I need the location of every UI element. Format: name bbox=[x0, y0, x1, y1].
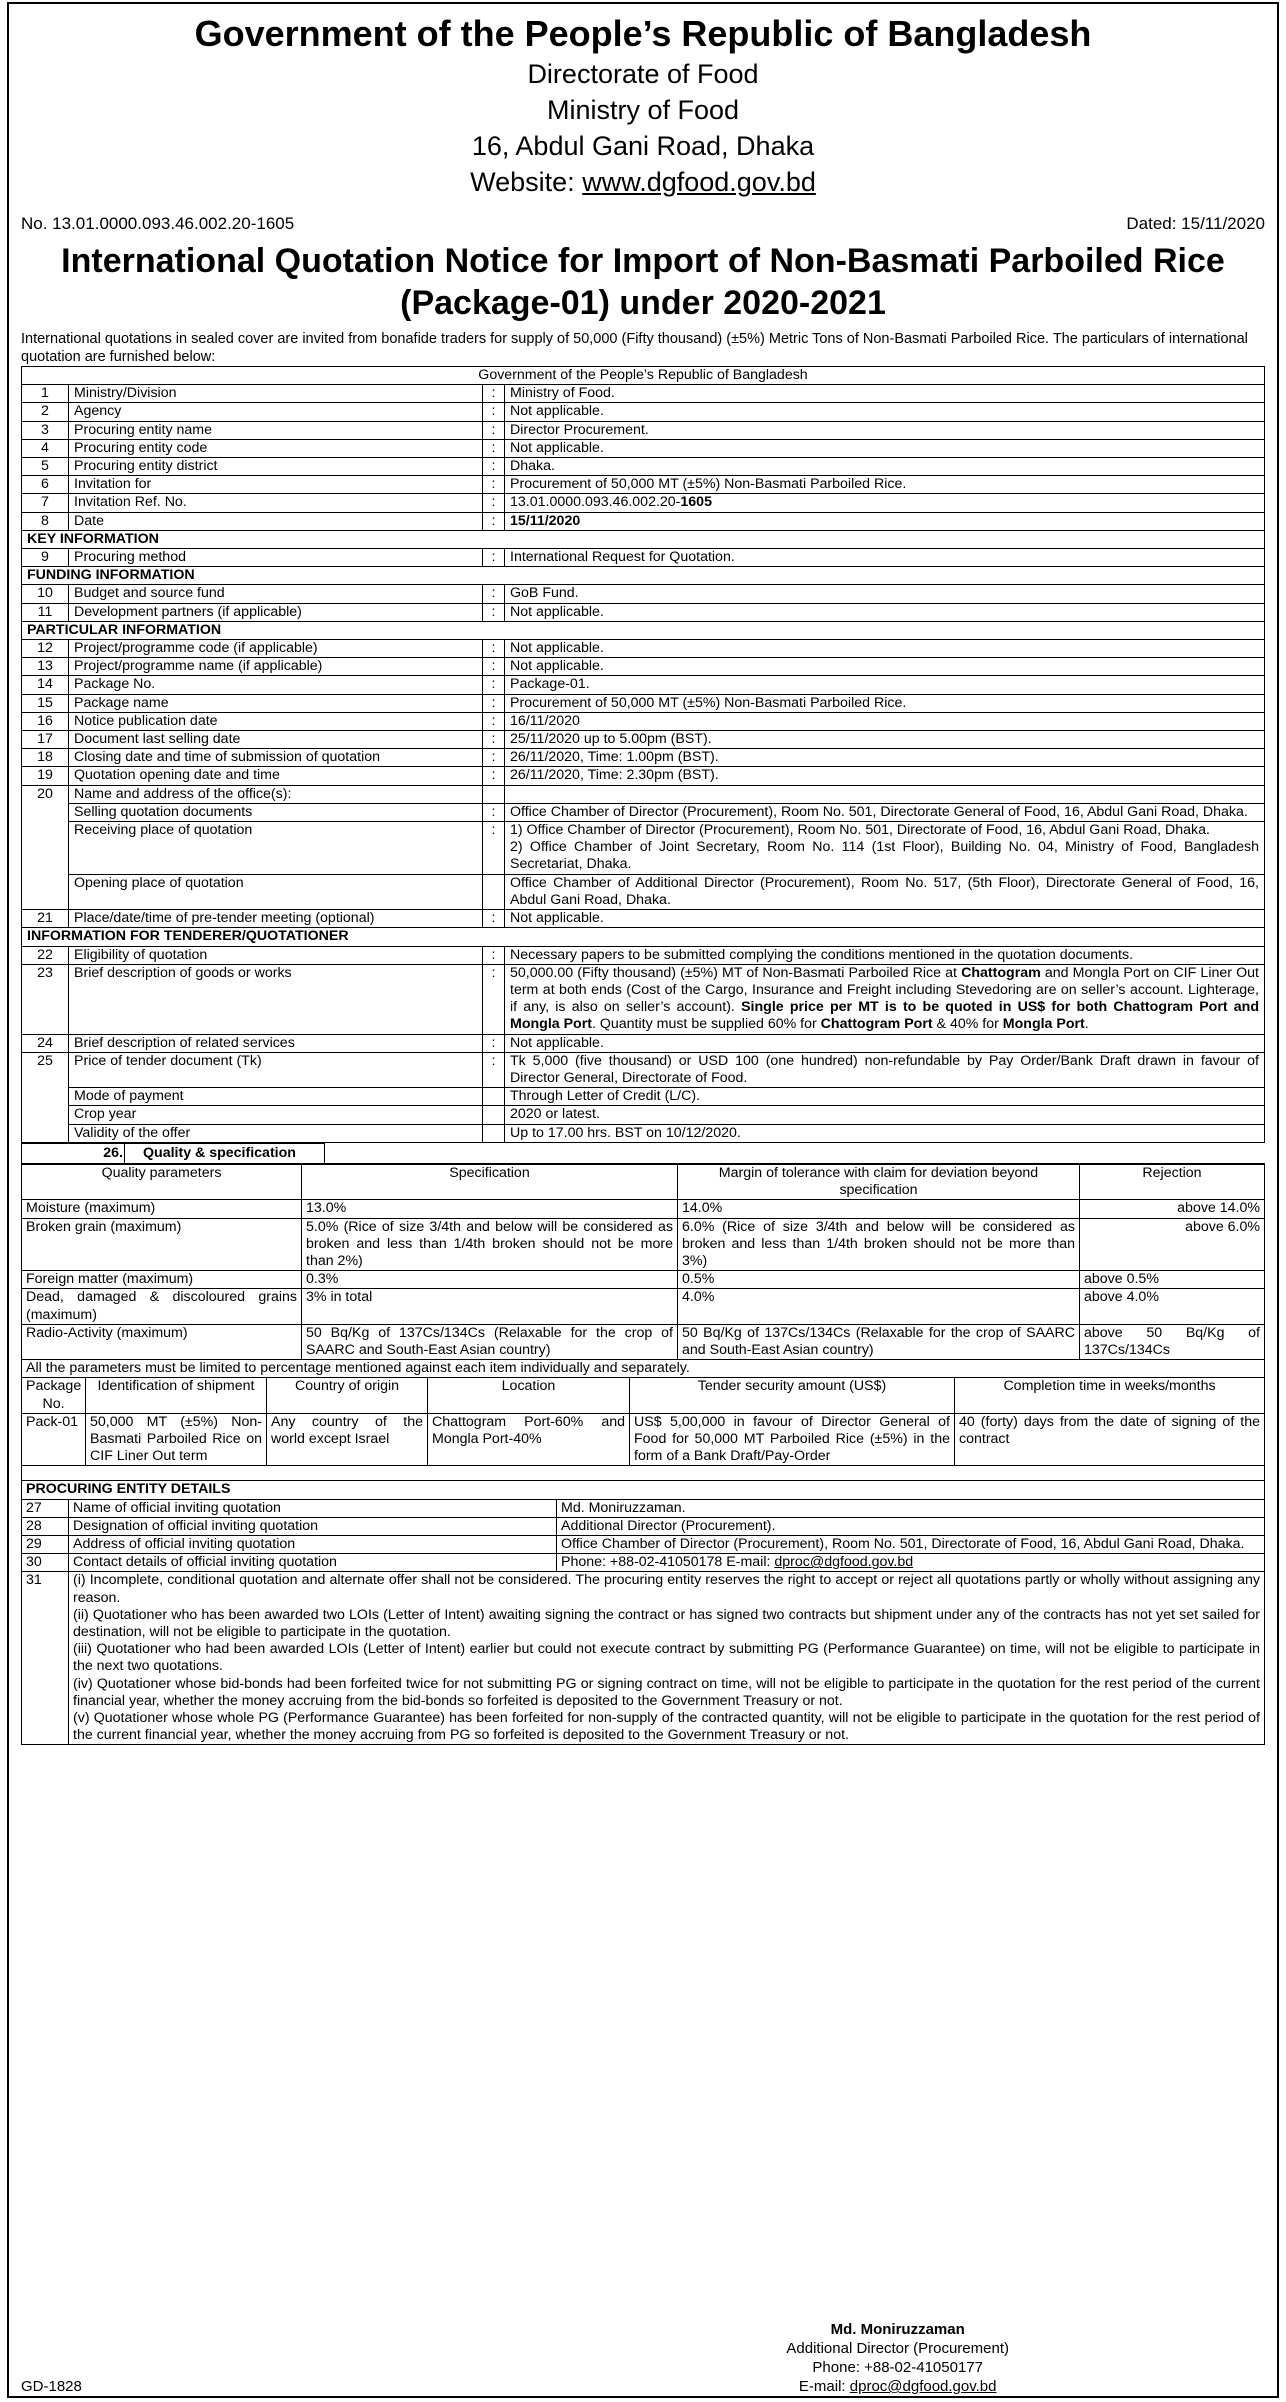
row-label: Closing date and time of submission of quotation bbox=[69, 749, 483, 767]
row-value: Not applicable. bbox=[505, 910, 1265, 928]
condition-item: (ii) Quotationer who has been awarded two LOIs (Letter of Intent) awaiting signing the contract or has signed two contracts but shipment under any of the contracts has not yet set sailed for destination, will not be eligible to participate in the quotation. bbox=[73, 1606, 1260, 1641]
ministry-name: Ministry of Food bbox=[546, 95, 740, 125]
row-value bbox=[505, 822, 1265, 875]
gd-code: GD-1828 bbox=[21, 2378, 82, 2395]
row-number: 7 bbox=[22, 494, 69, 512]
row-number: 6 bbox=[22, 476, 69, 494]
row-value: 2020 or latest. bbox=[505, 1106, 1265, 1124]
row-label: Notice publication date bbox=[69, 712, 483, 730]
table-row bbox=[22, 403, 1265, 421]
row-separator: : bbox=[483, 910, 505, 928]
table-row bbox=[22, 676, 1265, 694]
tender-security: US$ 5,00,000 in favour of Director General of Food for 50,000 MT Parboiled Rice (±5%) in the form of a Bank Draft/Pay-Order bbox=[630, 1413, 955, 1466]
row-value: Office Chamber of Director (Procurement), Room No. 501, Directorate General of Food, 16, Abdul Gani Road, Dhaka. bbox=[505, 803, 1265, 821]
signatory-designation: Additional Director (Procurement) bbox=[786, 2340, 1009, 2357]
signature-block bbox=[786, 2320, 1009, 2396]
section-heading-row bbox=[22, 928, 1265, 946]
section-key-information: KEY INFORMATION bbox=[22, 530, 1265, 548]
row-value: Additional Director (Procurement). bbox=[557, 1517, 1265, 1535]
goods-bold: Chattogram Port bbox=[820, 1016, 933, 1033]
row-number: 10 bbox=[22, 585, 69, 603]
table-row bbox=[22, 476, 1265, 494]
table-row bbox=[22, 964, 1265, 1034]
quality-specification: 3% in total bbox=[302, 1289, 678, 1324]
table-row bbox=[22, 946, 1265, 964]
table-row bbox=[22, 1536, 1265, 1554]
row-number: 9 bbox=[22, 549, 69, 567]
package-table bbox=[21, 1377, 1265, 1480]
row-separator: : bbox=[483, 385, 505, 403]
row-number: 27 bbox=[22, 1499, 69, 1517]
row-number: 13 bbox=[22, 658, 69, 676]
table-row bbox=[22, 658, 1265, 676]
title-line-2: (Package-01) under 2020-2021 bbox=[400, 284, 886, 322]
table-row bbox=[22, 512, 1265, 530]
row-value: 26/11/2020, Time: 2.30pm (BST). bbox=[505, 767, 1265, 785]
table-row bbox=[22, 439, 1265, 457]
row-label: Eligibility of quotation bbox=[69, 946, 483, 964]
row-label: Contact details of official inviting quotation bbox=[69, 1554, 557, 1572]
row-separator: : bbox=[483, 585, 505, 603]
quality-parameter: Foreign matter (maximum) bbox=[22, 1271, 302, 1289]
row-label: Package name bbox=[69, 694, 483, 712]
row-separator: : bbox=[483, 476, 505, 494]
letterhead bbox=[21, 12, 1265, 200]
goods-text: . Quantity must be supplied 60% for bbox=[591, 1016, 821, 1033]
row-separator: : bbox=[483, 767, 505, 785]
section-heading-row bbox=[22, 530, 1265, 548]
package-column-header: Country of origin bbox=[267, 1378, 428, 1413]
reference-row bbox=[21, 214, 1265, 234]
quality-rejection: above 4.0% bbox=[1080, 1289, 1265, 1324]
row-value: 25/11/2020 up to 5.00pm (BST). bbox=[505, 731, 1265, 749]
row-number: 5 bbox=[22, 458, 69, 476]
row-separator: : bbox=[483, 749, 505, 767]
row-label: Receiving place of quotation bbox=[69, 822, 483, 875]
quality-heading: Quality & specification bbox=[125, 1143, 325, 1163]
row-label: Name and address of the office(s): bbox=[69, 785, 483, 803]
table-row bbox=[22, 694, 1265, 712]
row-number: 17 bbox=[22, 731, 69, 749]
table-row bbox=[22, 421, 1265, 439]
quality-column-header: Quality parameters bbox=[22, 1164, 302, 1199]
section-particular-information: PARTICULAR INFORMATION bbox=[22, 621, 1265, 639]
table-row bbox=[22, 1052, 1265, 1087]
table-row bbox=[22, 1517, 1265, 1535]
table-row bbox=[22, 640, 1265, 658]
table-row bbox=[22, 603, 1265, 621]
row-label: Agency bbox=[69, 403, 483, 421]
row-value: Not applicable. bbox=[505, 658, 1265, 676]
row-label: Procuring entity name bbox=[69, 421, 483, 439]
contact-email[interactable]: dproc@dgfood.gov.bd bbox=[774, 1554, 914, 1571]
row-value: Md. Moniruzzaman. bbox=[557, 1499, 1265, 1517]
table-row bbox=[22, 549, 1265, 567]
row-value: 16/11/2020 bbox=[505, 712, 1265, 730]
row-label: Package No. bbox=[69, 676, 483, 694]
row-number: 8 bbox=[22, 512, 69, 530]
title-line-1: International Quotation Notice for Import of Non-Basmati Parboiled Rice bbox=[61, 242, 1225, 280]
package-column-header: Package No. bbox=[22, 1378, 86, 1413]
row-label: Invitation Ref. No. bbox=[69, 494, 483, 512]
quality-parameter: Radio-Activity (maximum) bbox=[22, 1324, 302, 1359]
quality-row bbox=[22, 1289, 1265, 1324]
condition-item: (i) Incomplete, conditional quotation and alternate offer shall not be considered. The procuring entity reserves the right to accept or reject all quotations partly or wholly without assigning any reason. bbox=[73, 1572, 1260, 1606]
row-value: Up to 17.00 hrs. BST on 10/12/2020. bbox=[505, 1124, 1265, 1142]
row-value: Necessary papers to be submitted complying the conditions mentioned in the quotation documents. bbox=[505, 946, 1265, 964]
row-label: Project/programme name (if applicable) bbox=[69, 658, 483, 676]
table-row bbox=[22, 494, 1265, 512]
country-of-origin: Any country of the world except Israel bbox=[267, 1413, 428, 1466]
condition-item: (iv) Quotationer whose bid-bonds had been forfeited twice for not submitting PG or signing contract on time, will not be eligible to participate in the quotation for the rest period of the current financial year, whether the money accruing from the bid-bonds so forfeited is deposited to the Government Treasury or not. bbox=[73, 1675, 1260, 1709]
row-value: International Request for Quotation. bbox=[505, 549, 1265, 567]
notice-date: 15/11/2020 bbox=[510, 512, 581, 529]
row-separator: : bbox=[483, 1052, 505, 1087]
quality-row bbox=[22, 1218, 1265, 1271]
row-number: 15 bbox=[22, 694, 69, 712]
row-separator: : bbox=[483, 439, 505, 457]
table-row bbox=[22, 1499, 1265, 1517]
goods-text: and Mongla Port on CIF Liner Out term at both ends (Cost of the Cargo, Insurance and Freight including Stevedoring are on seller’s account. Lighterage, if any, is also on seller’s account). bbox=[510, 964, 1259, 1016]
package-column-header: Tender security amount (US$) bbox=[630, 1378, 955, 1413]
intro-paragraph: International quotations in sealed cover are invited from bonafide traders for supply of 50,000 (Fifty thousand) (±5%) Metric Tons of Non-Basmati Parboiled Rice. The particulars of international quotation are furnished below: bbox=[21, 331, 1248, 365]
row-separator: : bbox=[483, 676, 505, 694]
goods-bold: Mongla Port bbox=[1002, 1016, 1085, 1033]
email-label: E-mail: bbox=[798, 2378, 850, 2395]
section-tenderer-information: INFORMATION FOR TENDERER/QUOTATIONER bbox=[22, 928, 1265, 946]
package-no: Pack-01 bbox=[22, 1413, 86, 1466]
row-number: 19 bbox=[22, 767, 69, 785]
office-address: 16, Abdul Gani Road, Dhaka bbox=[471, 131, 815, 161]
quality-column-header: Specification bbox=[302, 1164, 678, 1199]
row-value bbox=[505, 785, 1265, 803]
row-label: Selling quotation documents bbox=[69, 803, 483, 821]
row-value: GoB Fund. bbox=[505, 585, 1265, 603]
quality-specification: 0.3% bbox=[302, 1271, 678, 1289]
table-row bbox=[22, 731, 1265, 749]
row-separator: : bbox=[483, 964, 505, 1034]
website-link[interactable]: www.dgfood.gov.bd bbox=[582, 167, 816, 197]
table-row bbox=[22, 385, 1265, 403]
row-separator: : bbox=[483, 712, 505, 730]
row-value: Not applicable. bbox=[505, 1034, 1265, 1052]
table-row bbox=[22, 749, 1265, 767]
completion-time: 40 (forty) days from the date of signing of the contract bbox=[955, 1413, 1265, 1466]
table-row bbox=[22, 458, 1265, 476]
row-label: Mode of payment bbox=[69, 1088, 483, 1106]
website-label: Website: bbox=[470, 167, 583, 197]
row-value: Office Chamber of Additional Director (Procurement), Room No. 517, (5th Floor), Directorate General of Food, 16, Abdul Gani Road, Dhaka. bbox=[505, 874, 1265, 909]
quality-rejection: above 6.0% bbox=[1080, 1218, 1265, 1271]
signatory-email[interactable]: dproc@dgfood.gov.bd bbox=[849, 2378, 997, 2395]
row-value: Dhaka. bbox=[505, 458, 1265, 476]
row-value: Procurement of 50,000 MT (±5%) Non-Basmati Parboiled Rice. bbox=[505, 476, 1265, 494]
row-separator: : bbox=[483, 822, 505, 875]
quality-margin: 50 Bq/Kg of 137Cs/134Cs (Relaxable for the crop of SAARC and South-East Asian country) bbox=[678, 1324, 1080, 1359]
row-label: Opening place of quotation bbox=[69, 874, 483, 909]
quality-parameter: Broken grain (maximum) bbox=[22, 1218, 302, 1271]
directorate-name: Directorate of Food bbox=[527, 59, 759, 89]
row-separator: : bbox=[483, 549, 505, 567]
row-label: Invitation for bbox=[69, 476, 483, 494]
ref-number-prefix: 13.01.0000.093.46.002.20- bbox=[510, 494, 681, 511]
quality-heading-table bbox=[21, 1143, 1265, 1164]
table-row bbox=[22, 1034, 1265, 1052]
row-number: 11 bbox=[22, 603, 69, 621]
row-value: Not applicable. bbox=[505, 640, 1265, 658]
spacer-row bbox=[22, 1466, 1265, 1481]
row-separator bbox=[483, 874, 505, 909]
table-row bbox=[22, 585, 1265, 603]
table-row bbox=[22, 822, 1265, 875]
table-row bbox=[22, 1106, 1265, 1124]
row-separator: : bbox=[483, 1034, 505, 1052]
row-label: Price of tender document (Tk) bbox=[69, 1052, 483, 1087]
row-number: 3 bbox=[22, 421, 69, 439]
row-label: Procuring entity district bbox=[69, 458, 483, 476]
row-label: Document last selling date bbox=[69, 731, 483, 749]
memo-number: No. 13.01.0000.093.46.002.20-1605 bbox=[21, 214, 295, 233]
row-number: 16 bbox=[22, 712, 69, 730]
row-label: Place/date/time of pre-tender meeting (optional) bbox=[69, 910, 483, 928]
row-number: 4 bbox=[22, 439, 69, 457]
package-row bbox=[22, 1413, 1265, 1466]
table-row bbox=[22, 785, 1265, 803]
row-separator: : bbox=[483, 403, 505, 421]
quality-specification: 50 Bq/Kg of 137Cs/134Cs (Relaxable for the crop of SAARC and South-East Asian country) bbox=[302, 1324, 678, 1359]
row-label: Quotation opening date and time bbox=[69, 767, 483, 785]
goods-text: & 40% for bbox=[932, 1016, 1003, 1033]
table-row bbox=[22, 910, 1265, 928]
row-separator: : bbox=[483, 694, 505, 712]
row-separator bbox=[483, 1088, 505, 1106]
memo-date: Dated: 15/11/2020 bbox=[1126, 214, 1265, 233]
row-label: Project/programme code (if applicable) bbox=[69, 640, 483, 658]
particulars-table bbox=[21, 366, 1265, 1143]
row-number: 25 bbox=[22, 1052, 69, 1142]
receiving-place-1: 1) Office Chamber of Director (Procurement), Room No. 501, Directorate of Food, 16, Abdul Gani Road, Dhaka. bbox=[510, 822, 1210, 839]
receiving-place-2: 2) Office Chamber of Joint Secretary, Room No. 114 (1st Floor), Building No. 04, Ministry of Food, Bangladesh Secretariat, Dhaka. bbox=[510, 839, 1259, 873]
row-value: Procurement of 50,000 MT (±5%) Non-Basmati Parboiled Rice. bbox=[505, 694, 1265, 712]
row-number: 31 bbox=[22, 1572, 69, 1745]
row-number: 23 bbox=[22, 964, 69, 1034]
row-label: Procuring method bbox=[69, 549, 483, 567]
quality-margin: 0.5% bbox=[678, 1271, 1080, 1289]
row-label: Name of official inviting quotation bbox=[69, 1499, 557, 1517]
row-value: Not applicable. bbox=[505, 439, 1265, 457]
row-value bbox=[557, 1554, 1265, 1572]
goods-bold: Single price per MT is to be quoted in US$ for both Chattogram Port and Mongla Port bbox=[510, 999, 1259, 1033]
section-procuring-entity: PROCURING ENTITY DETAILS bbox=[22, 1481, 1265, 1499]
row-value: Director Procurement. bbox=[505, 421, 1265, 439]
quality-rejection: above 0.5% bbox=[1080, 1271, 1265, 1289]
table-row bbox=[22, 874, 1265, 909]
row-separator: : bbox=[483, 731, 505, 749]
table-row bbox=[22, 1554, 1265, 1572]
row-separator: : bbox=[483, 421, 505, 439]
quality-margin: 14.0% bbox=[678, 1200, 1080, 1218]
shipment-identification: 50,000 MT (±5%) Non-Basmati Parboiled Rice on CIF Liner Out term bbox=[86, 1413, 267, 1466]
website-line bbox=[21, 164, 1265, 200]
row-number: 21 bbox=[22, 910, 69, 928]
goods-bold: Chattogram bbox=[961, 964, 1041, 981]
package-column-header: Identification of shipment bbox=[86, 1378, 267, 1413]
row-label: Designation of official inviting quotation bbox=[69, 1517, 557, 1535]
row-number: 28 bbox=[22, 1517, 69, 1535]
row-value: Not applicable. bbox=[505, 603, 1265, 621]
row-value: 26/11/2020, Time: 1.00pm (BST). bbox=[505, 749, 1265, 767]
gov-title: Government of the People’s Republic of Bangladesh bbox=[194, 13, 1092, 54]
conditions-list bbox=[69, 1572, 1265, 1745]
procuring-entity-table bbox=[21, 1480, 1265, 1745]
row-label: Date bbox=[69, 512, 483, 530]
package-column-header: Completion time in weeks/months bbox=[955, 1378, 1265, 1413]
table-row bbox=[22, 767, 1265, 785]
row-separator: : bbox=[483, 458, 505, 476]
section-funding-information: FUNDING INFORMATION bbox=[22, 567, 1265, 585]
condition-item: (iii) Quotationer who had been awarded LOIs (Letter of Intent) earlier but could not execute contract by submitting PG (Performance Guarantee) on time, will not be eligible to participate in the next two quotations. bbox=[73, 1641, 1260, 1675]
signatory-name: Md. Moniruzzaman bbox=[830, 2321, 965, 2338]
section-heading-row bbox=[22, 567, 1265, 585]
quality-row bbox=[22, 1200, 1265, 1218]
row-number: 12 bbox=[22, 640, 69, 658]
row-label: Brief description of goods or works bbox=[69, 964, 483, 1034]
row-value: Package-01. bbox=[505, 676, 1265, 694]
row-number: 24 bbox=[22, 1034, 69, 1052]
table-caption: Government of the People’s Republic of Bangladesh bbox=[22, 367, 1265, 385]
row-label: Brief description of related services bbox=[69, 1034, 483, 1052]
row-separator: : bbox=[483, 603, 505, 621]
row-separator bbox=[483, 1106, 505, 1124]
quality-parameter: Dead, damaged & discoloured grains (maximum) bbox=[22, 1289, 302, 1324]
row-value: Not applicable. bbox=[505, 403, 1265, 421]
row-separator bbox=[483, 1124, 505, 1142]
row-value: Ministry of Food. bbox=[505, 385, 1265, 403]
package-column-header: Location bbox=[428, 1378, 630, 1413]
row-number: 2 bbox=[22, 403, 69, 421]
quality-rejection: above 14.0% bbox=[1080, 1200, 1265, 1218]
row-label: Ministry/Division bbox=[69, 385, 483, 403]
row-separator: : bbox=[483, 946, 505, 964]
table-caption-row bbox=[22, 367, 1265, 385]
table-row bbox=[22, 803, 1265, 821]
quality-row bbox=[22, 1324, 1265, 1359]
quality-number: 26. bbox=[22, 1143, 125, 1163]
conditions-row bbox=[22, 1572, 1265, 1745]
ref-number-suffix: 1605 bbox=[680, 494, 712, 511]
goods-text: 50,000.00 (Fifty thousand) (±5%) MT of Non-Basmati Parboiled Rice at bbox=[510, 964, 962, 981]
signatory-phone: Phone: +88-02-41050177 bbox=[812, 2359, 983, 2376]
quality-margin: 6.0% (Rice of size 3/4th and below will be considered as broken and less than 1/4th broken should not be more than 3%) bbox=[678, 1218, 1080, 1271]
row-number: 1 bbox=[22, 385, 69, 403]
section-heading-row bbox=[22, 621, 1265, 639]
row-label: Procuring entity code bbox=[69, 439, 483, 457]
row-label: Crop year bbox=[69, 1106, 483, 1124]
row-number: 18 bbox=[22, 749, 69, 767]
row-label: Address of official inviting quotation bbox=[69, 1536, 557, 1554]
quality-row bbox=[22, 1271, 1265, 1289]
goods-description bbox=[505, 964, 1265, 1034]
quality-specification: 5.0% (Rice of size 3/4th and below will be considered as broken and less than 1/4th broken should not be more than 2%) bbox=[302, 1218, 678, 1271]
blank-cell bbox=[325, 1143, 1266, 1163]
row-value: Tk 5,000 (five thousand) or USD 100 (one hundred) non-refundable by Pay Order/Bank Draft drawn in favour of Director General, Directorate of Food. bbox=[505, 1052, 1265, 1087]
goods-text: . bbox=[1084, 1016, 1089, 1033]
row-label: Development partners (if applicable) bbox=[69, 603, 483, 621]
notice-page bbox=[7, 2, 1279, 2398]
condition-item: (v) Quotationer whose whole PG (Performance Guarantee) has been forfeited for non-supply of the contracted quantity, will not be eligible to participate in the quotation for the rest period of the current financial year, whether the money accruing from PG so forfeited is deposited to the Government Treasury or not. bbox=[73, 1710, 1260, 1744]
row-value bbox=[505, 512, 1265, 530]
quality-column-header: Margin of tolerance with claim for deviation beyond specification bbox=[678, 1164, 1080, 1199]
table-row bbox=[22, 712, 1265, 730]
notice-title bbox=[21, 240, 1265, 324]
row-number: 22 bbox=[22, 946, 69, 964]
row-label: Budget and source fund bbox=[69, 585, 483, 603]
row-number: 30 bbox=[22, 1554, 69, 1572]
signatory-email-line bbox=[786, 2377, 1009, 2396]
row-value: Through Letter of Credit (L/C). bbox=[505, 1088, 1265, 1106]
row-number: 29 bbox=[22, 1536, 69, 1554]
row-number: 14 bbox=[22, 676, 69, 694]
row-separator: : bbox=[483, 803, 505, 821]
quality-margin: 4.0% bbox=[678, 1289, 1080, 1324]
row-value: Office Chamber of Director (Procurement), Room No. 501, Directorate of Food, 16, Abdul Gani Road, Dhaka. bbox=[557, 1536, 1265, 1554]
table-row bbox=[22, 1088, 1265, 1106]
row-label: Validity of the offer bbox=[69, 1124, 483, 1142]
port-location: Chattogram Port-60% and Mongla Port-40% bbox=[428, 1413, 630, 1466]
row-separator: : bbox=[483, 640, 505, 658]
row-value bbox=[505, 494, 1265, 512]
row-separator: : bbox=[483, 658, 505, 676]
table-row bbox=[22, 1124, 1265, 1142]
quality-rejection: above 50 Bq/Kg of 137Cs/134Cs bbox=[1080, 1324, 1265, 1359]
quality-specification: 13.0% bbox=[302, 1200, 678, 1218]
quality-note: All the parameters must be limited to percentage mentioned against each item individually and separately. bbox=[21, 1360, 1265, 1377]
contact-phone: Phone: +88-02-41050178 E-mail: bbox=[561, 1554, 775, 1571]
row-separator bbox=[483, 785, 505, 803]
quality-column-header: Rejection bbox=[1080, 1164, 1265, 1199]
row-separator: : bbox=[483, 512, 505, 530]
row-separator: : bbox=[483, 494, 505, 512]
row-number: 20 bbox=[22, 785, 69, 909]
quality-table bbox=[21, 1164, 1265, 1360]
quality-parameter: Moisture (maximum) bbox=[22, 1200, 302, 1218]
